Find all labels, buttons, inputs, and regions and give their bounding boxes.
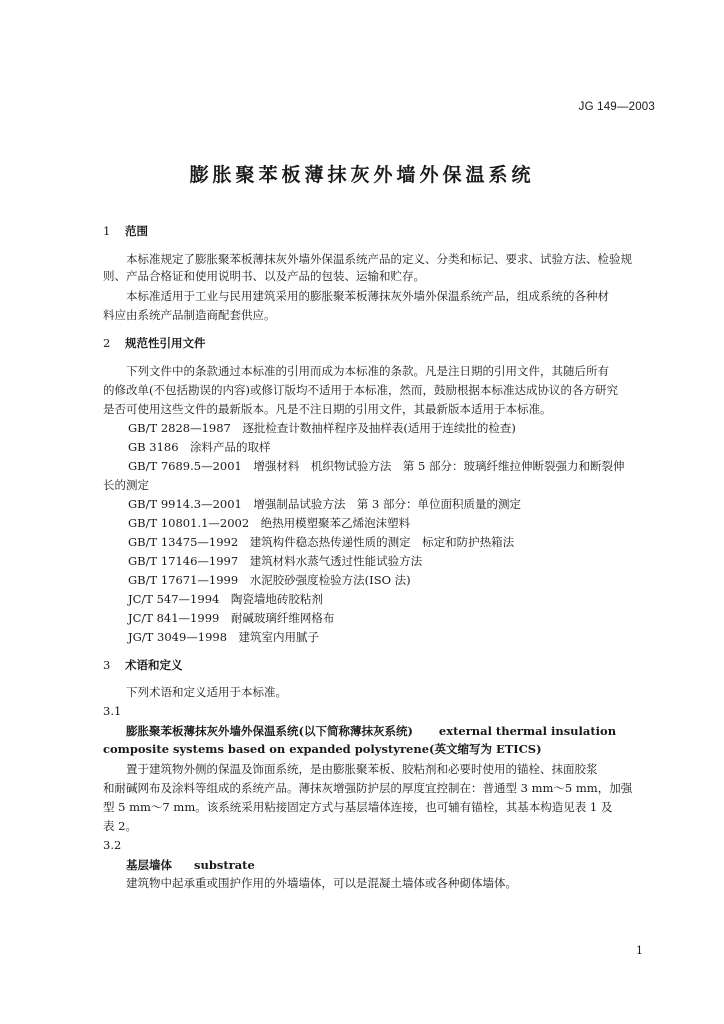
paragraph-line: 表 2。 — [103, 819, 137, 833]
paragraph-line: 本标准适用于工业与民用建筑采用的膨胀聚苯板薄抹灰外墙外保温系统产品，组成系统的各种材 — [126, 289, 609, 303]
reference-item: GB/T 7689.5—2001 增强材料 机织物试验方法 第 5 部分：玻璃纤维拉伸断裂强力和断裂伸 — [128, 459, 625, 473]
paragraph-line: 是否可使用这些文件的最新版本。凡是不注日期的引用文件，其最新版本适用于本标准。 — [103, 402, 552, 416]
paragraph-line: 则、产品合格证和使用说明书、以及产品的包装、运输和贮存。 — [103, 269, 425, 283]
reference-item: GB/T 13475—1992 建筑构件稳态热传递性质的测定 标定和防护热箱法 — [128, 535, 515, 549]
reference-item: GB/T 17671—1999 水泥胶砂强度检验方法(ISO 法) — [128, 573, 411, 587]
term-chinese: 基层墙体 — [126, 858, 172, 872]
reference-item: GB/T 10801.1—2002 绝热用模塑聚苯乙烯泡沫塑料 — [128, 516, 411, 530]
paragraph-line: 置于建筑物外侧的保温及饰面系统，是由膨胀聚苯板、胶粘剂和必要时使用的锚栓、抹面胶浆 — [126, 762, 598, 776]
reference-item: JG/T 3049—1998 建筑室内用腻子 — [128, 630, 320, 644]
paragraph-line: 下列文件中的条款通过本标准的引用而成为本标准的条款。凡是注日期的引用文件，其随后所有 — [126, 364, 609, 378]
paragraph-line: 下列术语和定义适用于本标准。 — [126, 685, 287, 699]
section-title: 范围 — [125, 224, 148, 238]
standard-code: JG 149—2003 — [578, 101, 655, 113]
paragraph-line: 型 5 mm～7 mm。该系统采用粘接固定方式与基层墙体连接，也可辅有锚栓，其基本构造见表 1 及 — [103, 800, 613, 814]
section-heading-references — [103, 335, 206, 351]
reference-item: GB/T 9914.3—2001 增强制品试验方法 第 3 部分：单位面积质量的测定 — [128, 497, 521, 511]
document-title: 膨胀聚苯板薄抹灰外墙外保温系统 — [189, 164, 535, 186]
section-heading-terms — [103, 657, 183, 673]
clause-number: 3.2 — [103, 838, 122, 852]
paragraph-line: 和耐碱网布及涂料等组成的系统产品。薄抹灰增强防护层的厚度宜控制在：普通型 3 mm～5 mm，加强 — [103, 781, 633, 795]
reference-item: JC/T 547—1994 陶瓷墙地砖胶粘剂 — [128, 592, 323, 606]
page-number: 1 — [636, 944, 643, 957]
paragraph-line: 料应由系统产品制造商配套供应。 — [103, 308, 276, 322]
term-english: substrate — [194, 858, 255, 872]
term-chinese: 膨胀聚苯板薄抹灰外墙外保温系统(以下简称薄抹灰系统) — [126, 724, 413, 738]
term-heading — [126, 723, 616, 739]
paragraph-line: 建筑物中起承重或围护作用的外墙墙体，可以是混凝土墙体或各种砌体墙体。 — [126, 876, 517, 890]
reference-item: GB 3186 涂料产品的取样 — [128, 440, 271, 454]
section-number: 2 — [103, 336, 111, 350]
section-title: 规范性引用文件 — [125, 336, 206, 350]
paragraph-line: 的修改单(不包括勘误的内容)或修订版均不适用于本标准，然而，鼓励根据本标准达成协议的各方研究 — [103, 383, 618, 397]
term-heading — [126, 857, 255, 873]
section-number: 1 — [103, 224, 111, 238]
reference-item-continuation: 长的测定 — [103, 478, 149, 492]
section-number: 3 — [103, 658, 111, 672]
reference-item: GB/T 2828—1987 逐批检查计数抽样程序及抽样表(适用于连续批的检查) — [128, 421, 516, 435]
reference-item: JC/T 841—1999 耐碱玻璃纤维网格布 — [128, 611, 335, 625]
paragraph-line: 本标准规定了膨胀聚苯板薄抹灰外墙外保温系统产品的定义、分类和标记、要求、试验方法、检验规 — [126, 252, 632, 266]
term-english-continuation: composite systems based on expanded polystyrene(英文缩写为 ETICS) — [103, 742, 542, 756]
reference-item: GB/T 17146—1997 建筑材料水蒸气透过性能试验方法 — [128, 554, 423, 568]
clause-number: 3.1 — [103, 704, 122, 718]
term-english: external thermal insulation — [438, 724, 617, 738]
section-heading-scope — [103, 223, 148, 239]
section-title: 术语和定义 — [125, 658, 183, 672]
